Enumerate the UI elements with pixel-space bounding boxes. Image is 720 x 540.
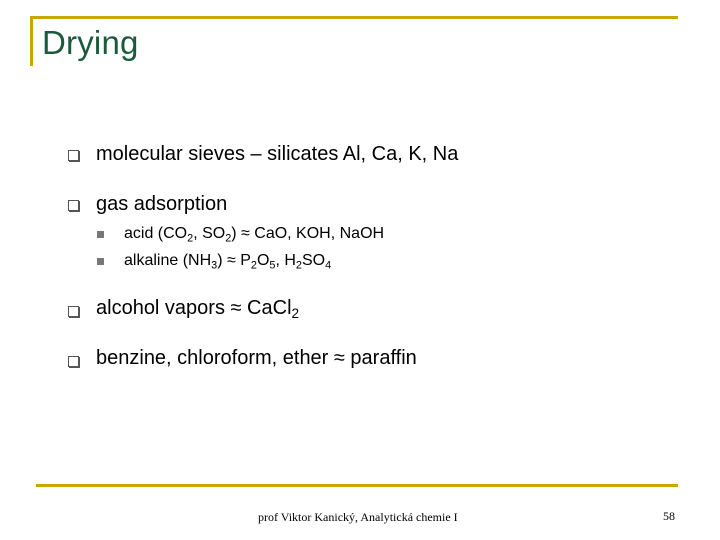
slide-title: Drying [42, 24, 139, 61]
sub-bullet-alkaline: alkaline $(NH_3) \approx P_2O_5$, $H_2SO_4$ [124, 252, 332, 272]
bullet-alcohol-vapors: alcohol vapors ≈ CaCl$_2$ [96, 297, 300, 322]
square-bullet-icon [68, 150, 79, 161]
small-square-bullet-icon [97, 231, 104, 238]
footer-author: prof Viktor Kanický, Analytická chemie I [258, 510, 458, 524]
sub-bullet-acid: acid ($CO_2$, $SO_2$) ≈ CaO, KOH, NaOH [124, 225, 385, 245]
square-bullet-icon [68, 356, 79, 367]
left-rule [30, 16, 33, 66]
square-bullet-icon [68, 306, 79, 317]
footer-rule [36, 484, 678, 487]
bullet-molecular-sieves: molecular sieves – silicates Al, Ca, K, Na [96, 143, 459, 165]
page-number: 58 [663, 509, 675, 523]
small-square-bullet-icon [97, 258, 104, 265]
top-rule [30, 16, 678, 19]
bullet-benzine: benzine, chloroform, ether ≈ paraffin [96, 347, 417, 369]
bullet-gas-adsorption: gas adsorption [96, 193, 228, 215]
square-bullet-icon [68, 200, 79, 211]
